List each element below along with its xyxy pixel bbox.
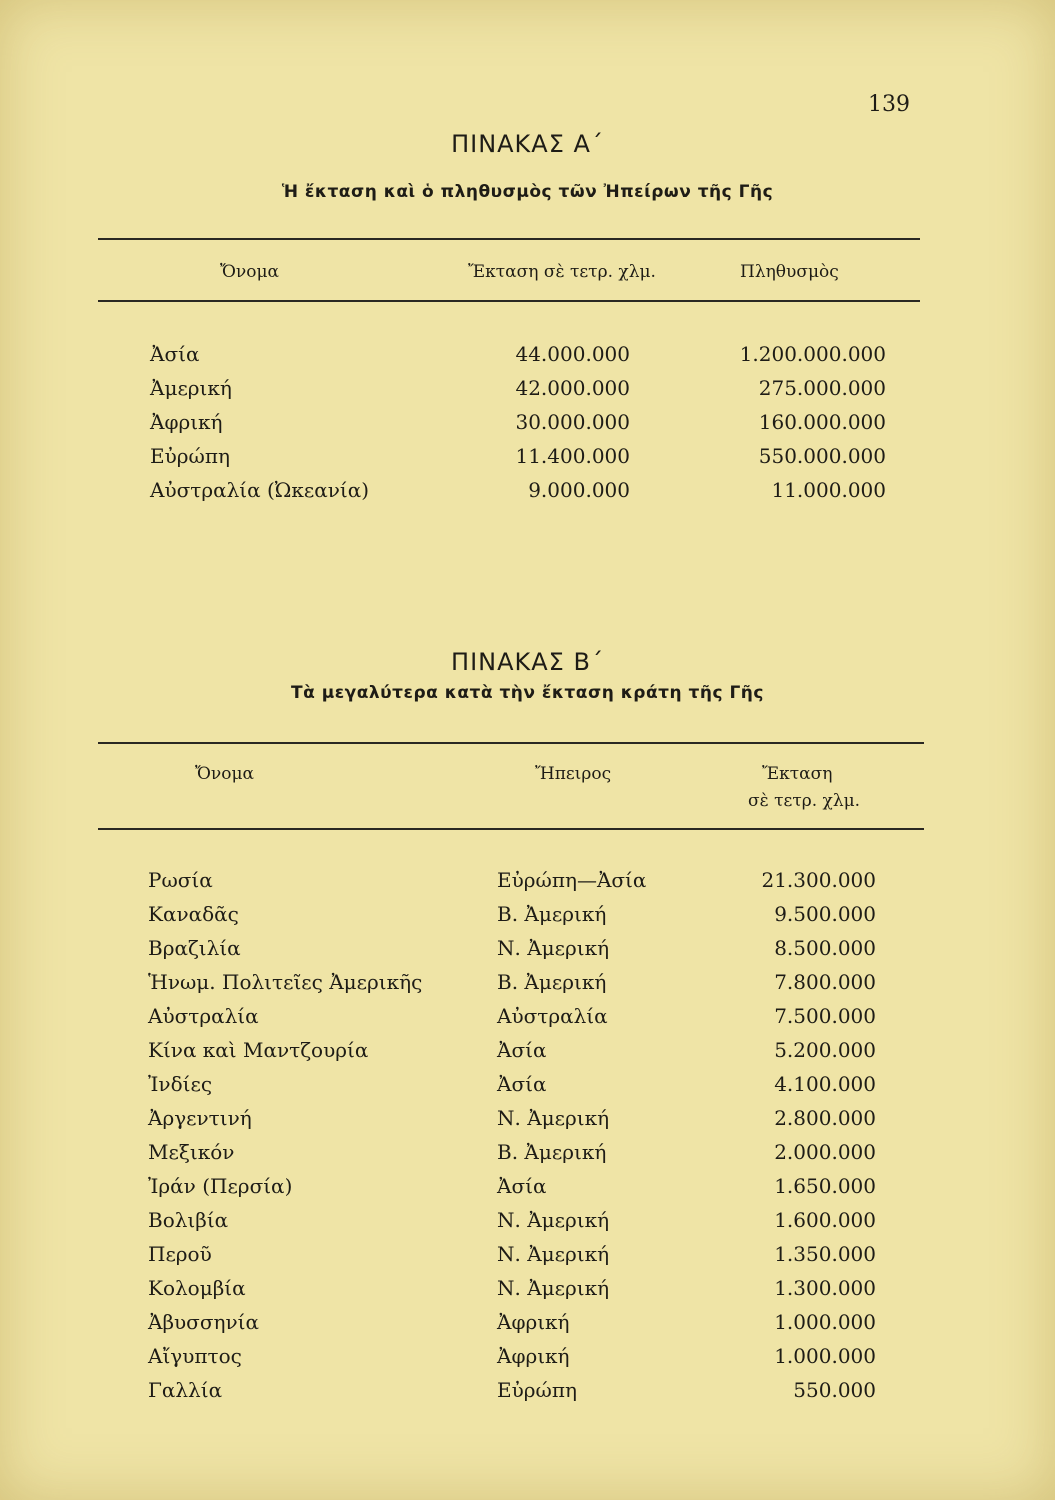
table-b-cell-area: 9.500.000 (774, 902, 876, 926)
table-a-cell-name: Ἀσία (150, 342, 200, 366)
table-b-cell-continent: Εὐρώπη (497, 1378, 577, 1402)
table-b-cell-name: Ἡνωμ. Πολιτεῖες Ἀμερικῆς (148, 970, 423, 994)
table-b-cell-area: 1.000.000 (774, 1310, 876, 1334)
table-b-cell-name: Μεξικόν (148, 1140, 235, 1164)
table-b-header-name: Ὄνομα (195, 764, 255, 784)
table-b-cell-name: Βολιβία (148, 1208, 229, 1232)
table-b-cell-name: Ἰράν (Περσία) (148, 1174, 293, 1198)
table-b-cell-area: 8.500.000 (774, 936, 876, 960)
table-b-cell-area: 5.200.000 (774, 1038, 876, 1062)
table-b-cell-continent: Β. Ἀμερική (497, 1140, 607, 1164)
table-a-cell-name: Ἀμερική (150, 376, 232, 400)
table-b-cell-continent: Αὐστραλία (497, 1004, 608, 1028)
table-b-header-area: Ἔκταση (762, 764, 833, 784)
table-b-cell-name: Ρωσία (148, 868, 213, 892)
table-a-cell-name: Εὐρώπη (150, 444, 230, 468)
table-b-cell-name: Ἰνδίες (148, 1072, 213, 1096)
table-b-cell-continent: Ἀσία (497, 1038, 547, 1062)
table-a-cell-name: Ἀφρική (150, 410, 223, 434)
table-a-header-name: Ὄνομα (220, 262, 280, 282)
table-b-cell-area: 1.650.000 (774, 1174, 876, 1198)
table-b-header-continent: Ἤπειρος (535, 764, 612, 784)
table-b-cell-name: Περοῦ (148, 1242, 212, 1266)
table-b-cell-area: 7.500.000 (774, 1004, 876, 1028)
table-a-cell-area: 42.000.000 (515, 376, 630, 400)
table-a-cell-population: 275.000.000 (758, 376, 886, 400)
table-b-cell-name: Κολομβία (148, 1276, 246, 1300)
table-b-cell-area: 550.000 (793, 1378, 876, 1402)
table-b-cell-continent: Εὐρώπη—Ἀσία (497, 868, 647, 892)
table-a-cell-area: 11.400.000 (515, 444, 630, 468)
table-a-top-rule (98, 238, 920, 240)
table-b-cell-name: Βραζιλία (148, 936, 241, 960)
table-a-cell-area: 44.000.000 (515, 342, 630, 366)
table-b-cell-area: 4.100.000 (774, 1072, 876, 1096)
table-a-cell-population: 550.000.000 (758, 444, 886, 468)
table-b-cell-continent: Ν. Ἀμερική (497, 1276, 610, 1300)
table-a-header-area: Ἔκταση σὲ τετρ. χλμ. (468, 262, 656, 282)
table-b-cell-name: Ἀργεντινή (148, 1106, 252, 1130)
table-b-cell-area: 2.800.000 (774, 1106, 876, 1130)
table-a-cell-population: 11.000.000 (771, 478, 886, 502)
table-a-header-rule (98, 300, 920, 302)
table-b-cell-continent: Ν. Ἀμερική (497, 1106, 610, 1130)
table-a-cell-population: 1.200.000.000 (739, 342, 886, 366)
table-b-cell-continent: Ἀσία (497, 1072, 547, 1096)
table-b-top-rule (98, 742, 924, 744)
table-b-cell-continent: Ν. Ἀμερική (497, 1242, 610, 1266)
table-b-cell-area: 2.000.000 (774, 1140, 876, 1164)
table-b-cell-area: 1.000.000 (774, 1344, 876, 1368)
table-b-cell-continent: Β. Ἀμερική (497, 970, 607, 994)
table-b-cell-name: Ἀβυσσηνία (148, 1310, 259, 1334)
table-b-cell-name: Γαλλία (148, 1378, 223, 1402)
table-b-cell-continent: Ἀσία (497, 1174, 547, 1198)
table-b-cell-continent: Ἀφρική (497, 1344, 570, 1368)
table-b-cell-continent: Ν. Ἀμερική (497, 1208, 610, 1232)
table-a-cell-area: 9.000.000 (528, 478, 630, 502)
table-b-cell-name: Καναδᾶς (148, 902, 239, 926)
table-a-cell-area: 30.000.000 (515, 410, 630, 434)
table-b-cell-name: Κίνα καὶ Μαντζουρία (148, 1038, 369, 1062)
table-b-title: ΠΙΝΑΚΑΣ Β΄ (451, 648, 604, 676)
table-b-cell-area: 1.600.000 (774, 1208, 876, 1232)
table-a-title: ΠΙΝΑΚΑΣ Α΄ (451, 130, 604, 158)
table-b-cell-continent: Ν. Ἀμερική (497, 936, 610, 960)
table-a-header-population: Πληθυσμὸς (740, 262, 839, 282)
table-b-cell-name: Αὐστραλία (148, 1004, 259, 1028)
table-b-header-area-unit: σὲ τετρ. χλμ. (748, 791, 861, 811)
table-b-subtitle: Τὰ μεγαλύτερα κατὰ τὴν ἔκταση κράτη τῆς Γῆς (291, 683, 764, 703)
table-a-cell-name: Αὐστραλία (Ὠκεανία) (150, 478, 370, 502)
table-b-cell-continent: Β. Ἀμερική (497, 902, 607, 926)
page-number: 139 (868, 92, 910, 117)
table-a-subtitle: Ἡ ἔκταση καὶ ὁ πληθυσμὸς τῶν Ἠπείρων τῆς Γῆς (281, 182, 774, 202)
table-b-cell-name: Αἴγυπτος (148, 1344, 242, 1368)
table-b-header-rule (98, 828, 924, 830)
table-b-cell-area: 1.300.000 (774, 1276, 876, 1300)
table-a-cell-population: 160.000.000 (758, 410, 886, 434)
table-b-cell-continent: Ἀφρική (497, 1310, 570, 1334)
table-b-cell-area: 1.350.000 (774, 1242, 876, 1266)
table-b-cell-area: 7.800.000 (774, 970, 876, 994)
table-b-cell-area: 21.300.000 (761, 868, 876, 892)
